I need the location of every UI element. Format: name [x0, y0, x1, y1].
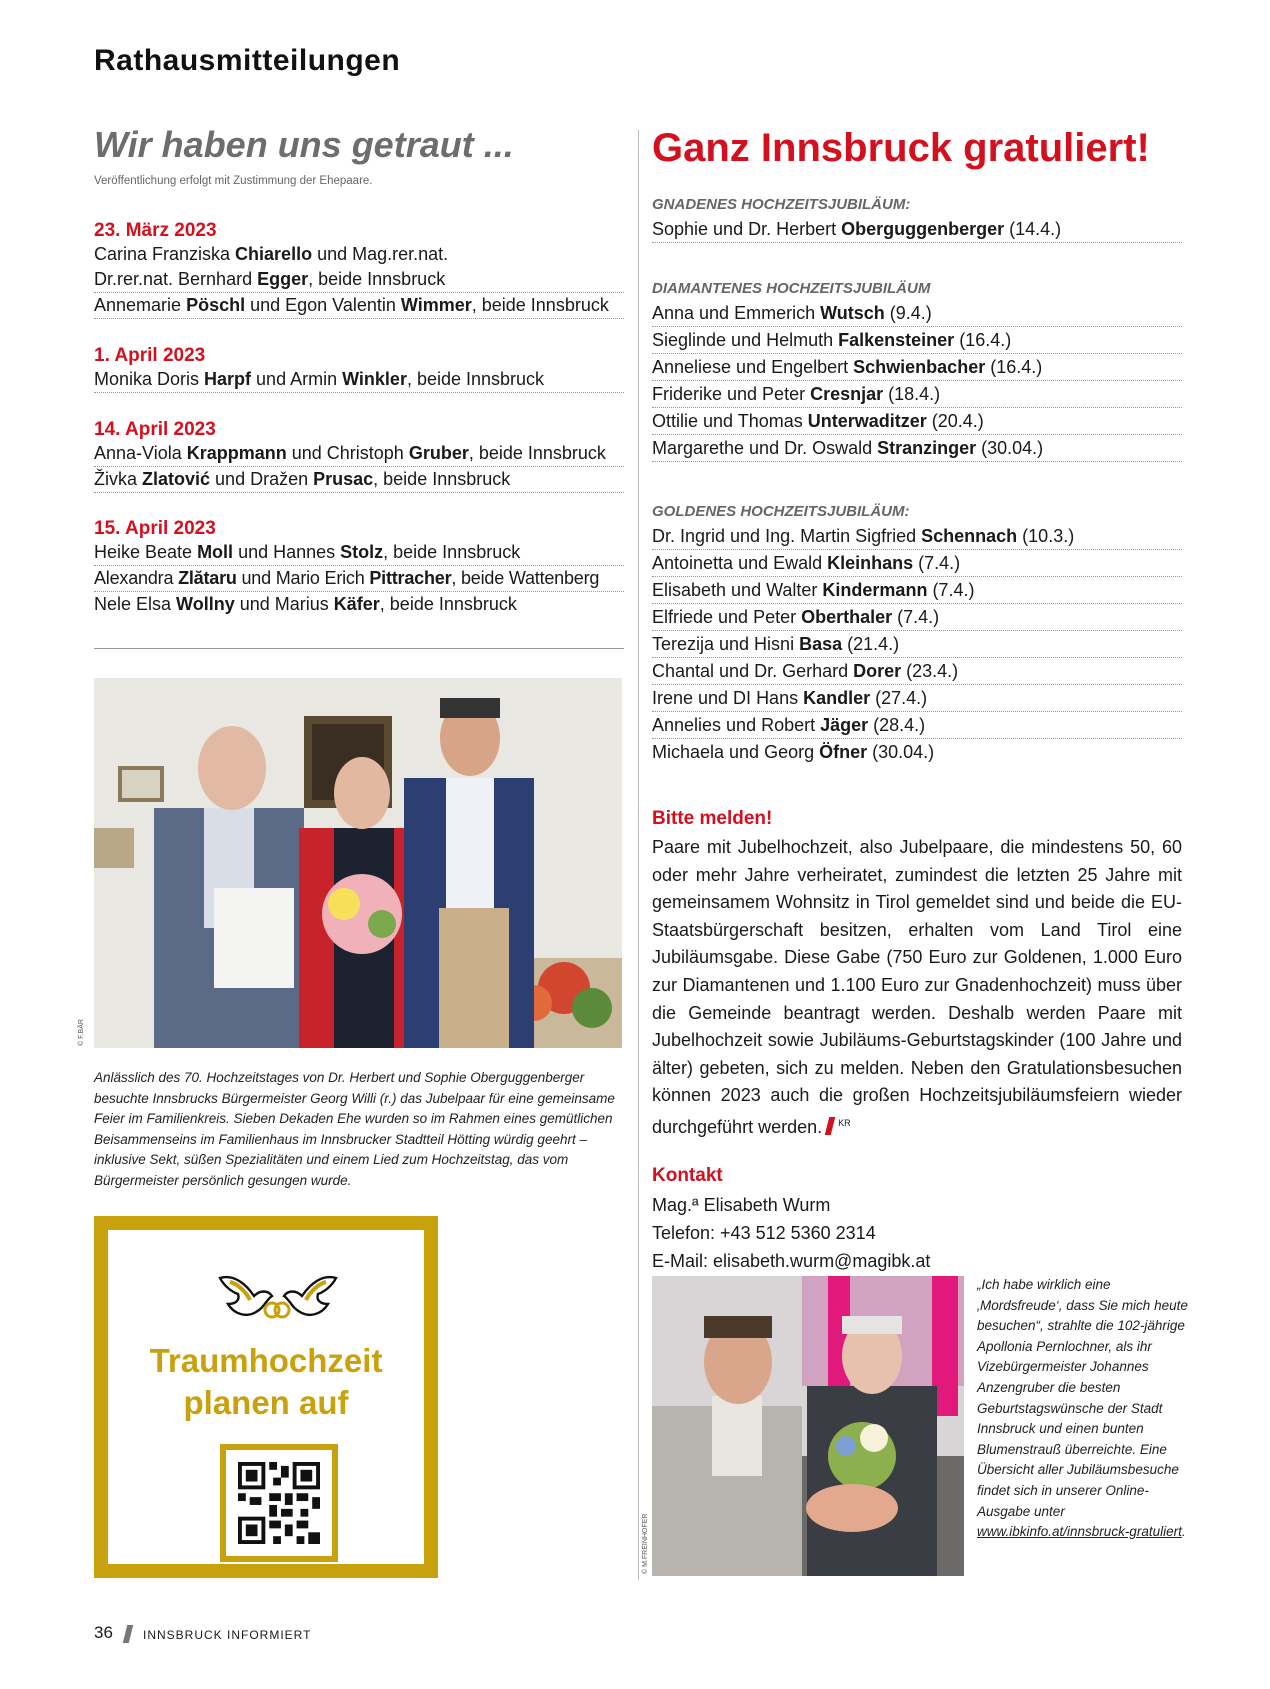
- photo-credit: © F.BÄR: [78, 1019, 85, 1046]
- wedding-entry: Monika Doris Harpf und Armin Winkler, beide Innsbruck: [94, 367, 624, 393]
- category-heading: GNADENES HOCHZEITSJUBILÄUM:: [652, 196, 911, 213]
- weddings-subtitle: Veröffentlichung erfolgt mit Zustimmung der Ehepaare.: [94, 175, 373, 187]
- wedding-entry: Heike Beate Moll und Hannes Stolz, beide Innsbruck: [94, 540, 624, 566]
- wedding-date: 1. April 2023: [94, 345, 206, 366]
- wedding-entry: Alexandra Zlătaru und Mario Erich Pittracher, beide Wattenberg: [94, 566, 624, 592]
- wedding-entry: Anna-Viola Krappmann und Christoph Gruber, beide Innsbruck: [94, 441, 624, 467]
- congrats-title: Ganz Innsbruck gratuliert!: [652, 126, 1150, 170]
- category-heading: DIAMANTENES HOCHZEITSJUBILÄUM: [652, 280, 931, 297]
- photo-illustration: [652, 1276, 964, 1576]
- wedding-group-3: [94, 419, 624, 493]
- category-diamant: [652, 280, 1182, 462]
- category-gnaden: [652, 196, 1182, 243]
- wedding-entry: Dr.rer.nat. Bernhard Egger, beide Innsbruck: [94, 267, 624, 293]
- category-heading: GOLDENES HOCHZEITSJUBILÄUM:: [652, 503, 910, 520]
- doves-icon: [216, 1270, 340, 1326]
- wedding-group-4: [94, 518, 624, 617]
- wedding-date: 23. März 2023: [94, 220, 217, 241]
- ad-line-2: planen auf: [183, 1384, 349, 1421]
- jubilee-entry: Friderike und Peter Cresnjar (18.4.): [652, 381, 1182, 408]
- wedding-entry: Carina Franziska Chiarello und Mag.rer.nat.: [94, 244, 449, 264]
- wedding-entry: Živka Zlatović und Dražen Prusac, beide Innsbruck: [94, 467, 624, 493]
- contact-email[interactable]: E-Mail: elisabeth.wurm@magibk.at: [652, 1251, 931, 1271]
- birthday-quote: „Ich habe wirklich eine ‚Mordsfreude‘, dass Sie mich heute besuchen“, strahlte die 102-jährige Apollonia Pernlochner, als ihr Vizebürgermeister Johannes Anzengruber die besten Geburtstagswünsche der Stadt Innsbruck und einen bunten Blumenstrauß überreichte. Eine Übersicht aller Jubiläumsbesuche findet sich in unserer Online-Ausgabe unter www.ibkinfo.at/innsbruck-gratuliert.: [977, 1277, 1188, 1540]
- photo-credit: © M.FREINHOFER: [642, 1513, 649, 1574]
- jubilee-entry: Anneliese und Engelbert Schwienbacher (16.4.): [652, 354, 1182, 381]
- contact-heading: Kontakt: [652, 1165, 723, 1186]
- jubilee-entry: Anna und Emmerich Wutsch (9.4.): [652, 300, 1182, 327]
- jubilee-entry: Annelies und Robert Jäger (28.4.): [652, 712, 1182, 739]
- wedding-date: 15. April 2023: [94, 518, 216, 539]
- author-initials: KR: [838, 1117, 851, 1128]
- category-gold: [652, 503, 1182, 765]
- contact-name: Mag.ª Elisabeth Wurm: [652, 1195, 831, 1215]
- jubilee-entry: Antoinetta und Ewald Kleinhans (7.4.): [652, 550, 1182, 577]
- wedding-planner-ad[interactable]: [94, 1216, 438, 1578]
- notice-heading: Bitte melden!: [652, 808, 773, 829]
- jubilee-entry: Dr. Ingrid und Ing. Martin Sigfried Schennach (10.3.): [652, 523, 1182, 550]
- wedding-entry: Nele Elsa Wollny und Marius Käfer, beide Innsbruck: [94, 594, 517, 614]
- contact-block: [652, 1191, 1182, 1275]
- ad-line-1: Traumhochzeit: [149, 1342, 383, 1379]
- qr-code[interactable]: [220, 1444, 338, 1562]
- author-mark-icon: [825, 1117, 835, 1135]
- jubilee-entry: Irene und DI Hans Kandler (27.4.): [652, 685, 1182, 712]
- jubilee-entry: Elfriede und Peter Oberthaler (7.4.): [652, 604, 1182, 631]
- jubilee-entry: Sophie und Dr. Herbert Oberguggenberger (14.4.): [652, 216, 1182, 243]
- jubilee-entry: Margarethe und Dr. Oswald Stranzinger (30.04.): [652, 435, 1182, 462]
- jubilee-entry: Ottilie und Thomas Unterwaditzer (20.4.): [652, 408, 1182, 435]
- page-number: 36: [94, 1623, 113, 1642]
- column-divider: [638, 130, 639, 1580]
- notice-text: Paare mit Jubelhochzeit, also Jubelpaare, die mindestens 50, 60 oder mehr Jahre verheiratet, zumindest die letzten 25 Jahre mit gemeinsamem Wohnsitz in Tirol gemeldet sind und beide die EU-Staatsbürgerschaft besitzen, erhalten vom Land Tirol eine Jubiläumsgabe. Diese Gabe (750 Euro zur Goldenen, 1.000 Euro zur Diamantenen und 1.100 Euro zur Gnadenhochzeit) muss über die Gemeinde beantragt werden. Deshalb werden Paare mit Jubelhochzeit sowie Jubiläums-Geburtstagskinder (100 Jahre und älter) gebeten, sich zu melden. Neben den Gratulationsbesuchen können 2023 auch die großen Hochzeitsjubiläumsfeiern wieder durchgeführt werden. $^{KR}$: [652, 837, 1182, 1137]
- wedding-group-2: [94, 345, 624, 393]
- qr-code-icon: [238, 1462, 320, 1544]
- photo-caption: Anlässlich des 70. Hochzeitstages von Dr. Herbert und Sophie Oberguggenberger besuchte Innsbrucks Bürgermeister Georg Willi (r.) das Jubelpaar für eine gemeinsame Feier im Familienkreis. Sieben Dekaden Ehe wurden so im Rahmen eines gemütlichen Beisammenseins im Familienhaus im Innsbrucker Stadtteil Hötting würdig geehrt – inklusive Sekt, süßen Spezialitäten und einem Lied zum Hochzeitstag, das vom Bürgermeister persönlich gesungen wurde.: [94, 1070, 615, 1188]
- contact-phone: Telefon: +43 512 5360 2314: [652, 1223, 876, 1243]
- footer-brand: INNSBRUCK INFORMIERT: [143, 1628, 312, 1642]
- divider: [94, 648, 624, 649]
- jubilee-entry: Terezija und Hisni Basa (21.4.): [652, 631, 1182, 658]
- jubilee-entry: Michaela und Georg Öfner (30.04.): [652, 742, 935, 762]
- wedding-group-1: [94, 220, 624, 319]
- ad-headline: [108, 1340, 424, 1424]
- jubilee-entry: Elisabeth und Walter Kindermann (7.4.): [652, 577, 1182, 604]
- photo-illustration: [94, 678, 622, 1048]
- wedding-entry: Annemarie Pöschl und Egon Valentin Wimmer, beide Innsbruck: [94, 293, 624, 319]
- online-link[interactable]: www.ibkinfo.at/innsbruck-gratuliert: [977, 1524, 1182, 1540]
- photo-anniversary-couple: [94, 678, 622, 1048]
- footer-slash-icon: [125, 1625, 131, 1648]
- section-title: Rathausmitteilungen: [94, 44, 401, 77]
- weddings-title: Wir haben uns getraut ...: [94, 124, 514, 165]
- jubilee-entry: Chantal und Dr. Gerhard Dorer (23.4.): [652, 658, 1182, 685]
- ad-panel: [108, 1230, 424, 1564]
- qr-code-panel: [226, 1450, 332, 1556]
- jubilee-entry: Sieglinde und Helmuth Falkensteiner (16.4.): [652, 327, 1182, 354]
- wedding-date: 14. April 2023: [94, 419, 216, 440]
- photo-birthday-visit: [652, 1276, 964, 1576]
